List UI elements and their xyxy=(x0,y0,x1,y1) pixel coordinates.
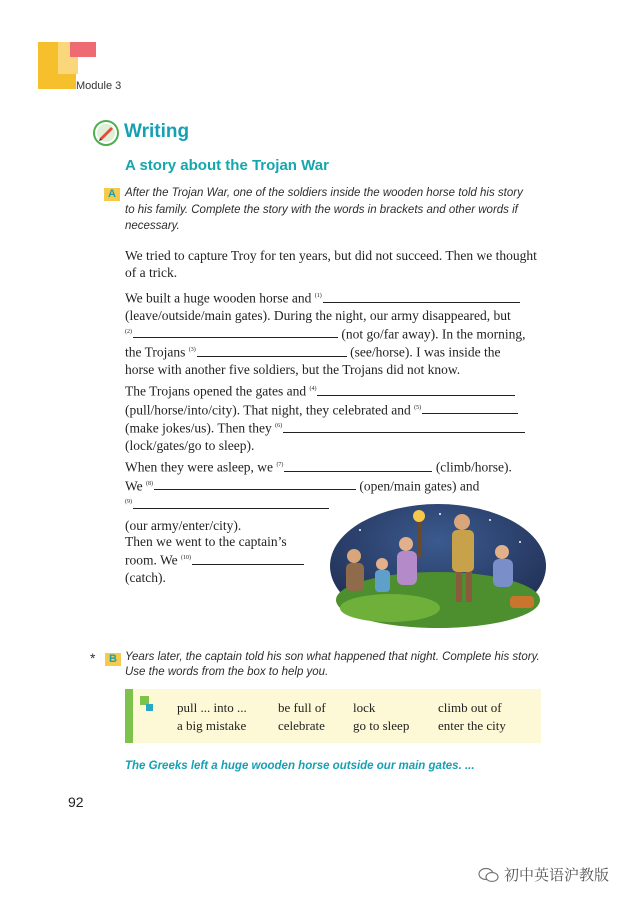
word-item: celebrate xyxy=(278,718,325,733)
blank-number: (7) xyxy=(276,462,284,468)
story-illustration xyxy=(330,500,546,628)
word-item: lock xyxy=(353,700,376,715)
text-line: (see/horse). I was inside the xyxy=(350,344,501,360)
text-line: We built a huge wooden horse and xyxy=(125,290,312,306)
blank-number: (9) xyxy=(125,499,132,505)
part-b-badge: B xyxy=(105,653,121,666)
blank-number: (8) xyxy=(146,480,154,487)
wechat-icon xyxy=(478,867,500,883)
blank-number: (1) xyxy=(314,293,322,299)
text-line: the Trojans xyxy=(125,344,186,360)
challenge-star: * xyxy=(90,650,96,666)
text-line: (not go/far away). In the morning, xyxy=(341,326,526,341)
text-line: (pull/horse/into/city). That night, they celebrated and xyxy=(125,402,411,417)
answer-blank[interactable] xyxy=(284,459,432,472)
blank-number: (3) xyxy=(188,347,196,353)
text-line: (leave/outside/main gates). During the night, our army disappeared, but xyxy=(125,307,511,323)
word-box xyxy=(125,689,541,743)
text-line: (lock/gates/go to sleep). xyxy=(125,437,255,453)
answer-blank[interactable] xyxy=(133,496,329,509)
text-line: We xyxy=(125,478,143,493)
module-tab-block-red xyxy=(70,42,96,57)
text-line: Then we went to the captain’s xyxy=(125,534,287,549)
answer-blank[interactable] xyxy=(323,290,520,303)
answer-blank[interactable] xyxy=(197,344,347,357)
text-line: (catch). xyxy=(125,569,166,585)
answer-blank[interactable] xyxy=(422,401,518,414)
text-line: (make jokes/us). Then they xyxy=(125,420,272,436)
story-starter: The Greeks left a huge wooden horse outside our main gates. ... xyxy=(125,760,475,772)
text-line: room. We xyxy=(125,552,178,568)
word-box-bar xyxy=(125,689,133,743)
module-label: Module 3 xyxy=(76,80,122,92)
blank-number: (2) xyxy=(125,328,132,335)
blank-number: (5) xyxy=(414,404,422,411)
story-paragraph-2 xyxy=(125,288,537,378)
story-paragraph-3 xyxy=(125,381,537,454)
word-item: climb out of xyxy=(438,700,502,715)
answer-blank[interactable] xyxy=(283,420,525,433)
part-b-instruction: Years later, the captain told his son what happened that night. Complete his story. Use the words from the box to help you. xyxy=(125,651,540,678)
story-paragraph-5 xyxy=(125,533,325,586)
text-line: The Trojans opened the gates and xyxy=(125,383,307,399)
part-a-badge: A xyxy=(104,188,120,201)
word-item: go to sleep xyxy=(353,718,410,733)
word-item: enter the city xyxy=(438,718,506,733)
word-box-decoration xyxy=(146,704,153,711)
pen-icon xyxy=(93,120,119,146)
answer-blank[interactable] xyxy=(133,325,338,338)
text-line: (climb/horse). xyxy=(435,459,512,475)
section-title: Writing xyxy=(124,121,190,142)
word-item: a big mistake xyxy=(177,718,247,733)
text-line: (open/main gates) and xyxy=(359,478,480,493)
page-number: 92 xyxy=(68,794,84,810)
blank-number: (4) xyxy=(309,386,317,392)
word-item: pull ... into ... xyxy=(177,700,247,715)
text-line: (our army/enter/city). xyxy=(125,517,242,533)
answer-blank[interactable] xyxy=(317,383,515,396)
section-subtitle: A story about the Trojan War xyxy=(125,157,329,174)
answer-blank[interactable] xyxy=(192,552,304,565)
text-line: horse with another five soldiers, but the Trojans did not know. xyxy=(125,361,461,377)
watermark-text: 初中英语沪教版 xyxy=(504,867,610,884)
blank-number: (10) xyxy=(181,555,192,561)
part-a-instruction: After the Trojan War, one of the soldiers inside the wooden horse told his story to his family. Complete the story with the words in brackets and other words if necessary. xyxy=(125,187,523,232)
story-paragraph-1: We tried to capture Troy for ten years, but did not succeed. Then we thought of a trick. xyxy=(125,248,537,280)
word-item: be full of xyxy=(278,700,326,715)
answer-blank[interactable] xyxy=(154,477,356,490)
text-line: When they were asleep, we xyxy=(125,459,274,475)
blank-number: (6) xyxy=(275,423,283,429)
